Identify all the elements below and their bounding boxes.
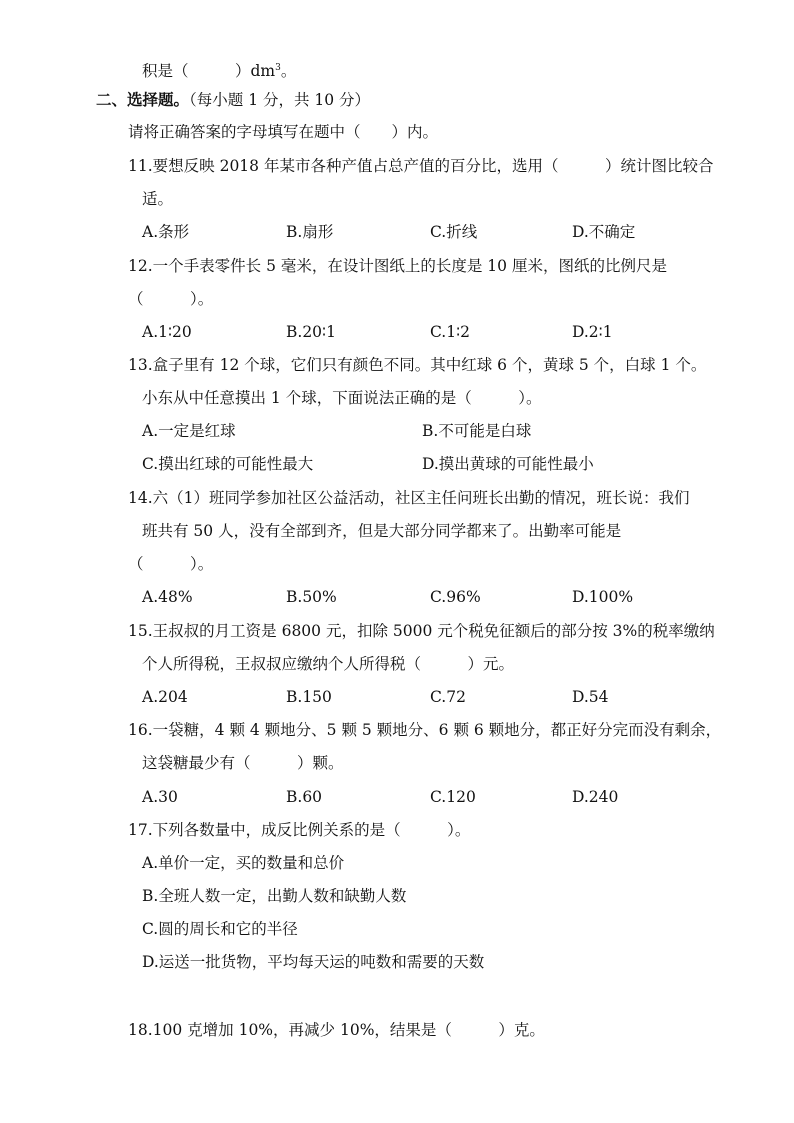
question-13-option-b[interactable]: B.不可能是白球 xyxy=(422,422,532,440)
question-11-option-c[interactable]: C.折线 xyxy=(430,223,478,241)
question-15-line-2: 个人所得税，王叔叔应缴纳个人所得税（ ）元。 xyxy=(142,655,515,673)
question-11-option-b[interactable]: B.扇形 xyxy=(286,223,334,241)
question-13-option-a[interactable]: A.一定是红球 xyxy=(142,422,236,440)
question-16-line-2: 这袋糖最少有（ ）颗。 xyxy=(142,754,344,772)
question-16-option-d[interactable]: D.240 xyxy=(572,788,619,806)
question-16-option-c[interactable]: C.120 xyxy=(430,788,476,806)
question-17-option-d[interactable]: D.运送一批货物，平均每天运的吨数和需要的天数 xyxy=(142,953,485,971)
question-14-option-b[interactable]: B.50% xyxy=(286,588,337,606)
question-16-line-1: 16.一袋糖，4 颗 4 颗地分、5 颗 5 颗地分、6 颗 6 颗地分，都正好分完而没有剩余， xyxy=(128,721,722,739)
question-14-line-1: 14.六（1）班同学参加社区公益活动，社区主任问班长出勤的情况，班长说：我们 xyxy=(128,489,690,507)
question-15-option-c[interactable]: C.72 xyxy=(430,688,466,706)
question-15-option-a[interactable]: A.204 xyxy=(142,688,188,706)
previous-question-period: 。 xyxy=(280,62,297,80)
question-12-line-1: 12.一个手表零件长 5 毫米，在设计图纸上的长度是 10 厘米，图纸的比例尺是 xyxy=(128,257,667,275)
section-scoring-note: （每小题 1 分，共 10 分） xyxy=(189,91,371,109)
question-14-option-d[interactable]: D.100% xyxy=(572,588,634,606)
question-13-option-d[interactable]: D.摸出黄球的可能性最小 xyxy=(422,455,594,473)
question-11-line-1: 11.要想反映 2018 年某市各种产值占总产值的百分比，选用（ ）统计图比较合 xyxy=(128,157,714,175)
question-18-line-1: 18.100 克增加 10%，再减少 10%，结果是（ ）克。 xyxy=(128,1021,545,1039)
question-14-line-2: 班共有 50 人，没有全部到齐，但是大部分同学都来了。出勤率可能是 xyxy=(142,522,622,540)
question-12-option-a[interactable]: A.1∶20 xyxy=(142,323,192,341)
question-11-line-2: 适。 xyxy=(142,190,174,208)
question-11-option-a[interactable]: A.条形 xyxy=(142,223,190,241)
question-15-option-b[interactable]: B.150 xyxy=(286,688,332,706)
question-16-option-a[interactable]: A.30 xyxy=(142,788,178,806)
question-14-option-a[interactable]: A.48% xyxy=(142,588,193,606)
section-instruction: 请将正确答案的字母填写在题中（ ）内。 xyxy=(128,123,439,141)
unit-exponent: 3 xyxy=(275,62,281,73)
previous-question-tail xyxy=(142,61,296,81)
question-13-line-1: 13.盒子里有 12 个球，它们只有颜色不同。其中红球 6 个，黄球 5 个，白球 1 个。 xyxy=(128,356,707,374)
question-17-option-a[interactable]: A.单价一定，买的数量和总价 xyxy=(142,854,345,872)
question-15-option-d[interactable]: D.54 xyxy=(572,688,609,706)
question-15-line-1: 15.王叔叔的月工资是 6800 元，扣除 5000 元个税免征额后的部分按 3%的税率缴纳 xyxy=(128,622,715,640)
previous-question-text: 积是（ ）dm xyxy=(142,62,276,80)
question-11-option-d[interactable]: D.不确定 xyxy=(572,223,636,241)
question-12-option-c[interactable]: C.1∶2 xyxy=(430,323,470,341)
question-17-line-1: 17.下列各数量中，成反比例关系的是（ ）。 xyxy=(128,821,471,839)
section-heading xyxy=(96,90,370,110)
question-13-line-2: 小东从中任意摸出 1 个球，下面说法正确的是（ ）。 xyxy=(142,389,542,407)
question-17-option-c[interactable]: C.圆的周长和它的半径 xyxy=(142,920,298,938)
question-13-option-c[interactable]: C.摸出红球的可能性最大 xyxy=(142,455,314,473)
question-16-option-b[interactable]: B.60 xyxy=(286,788,323,806)
question-12-option-b[interactable]: B.20∶1 xyxy=(286,323,336,341)
question-12-line-2: （ ）。 xyxy=(128,290,214,308)
question-14-line-3: （ ）。 xyxy=(128,555,214,573)
question-17-option-b[interactable]: B.全班人数一定，出勤人数和缺勤人数 xyxy=(142,887,407,905)
question-12-option-d[interactable]: D.2∶1 xyxy=(572,323,613,341)
section-title: 二、选择题。 xyxy=(96,90,190,109)
question-14-option-c[interactable]: C.96% xyxy=(430,588,481,606)
